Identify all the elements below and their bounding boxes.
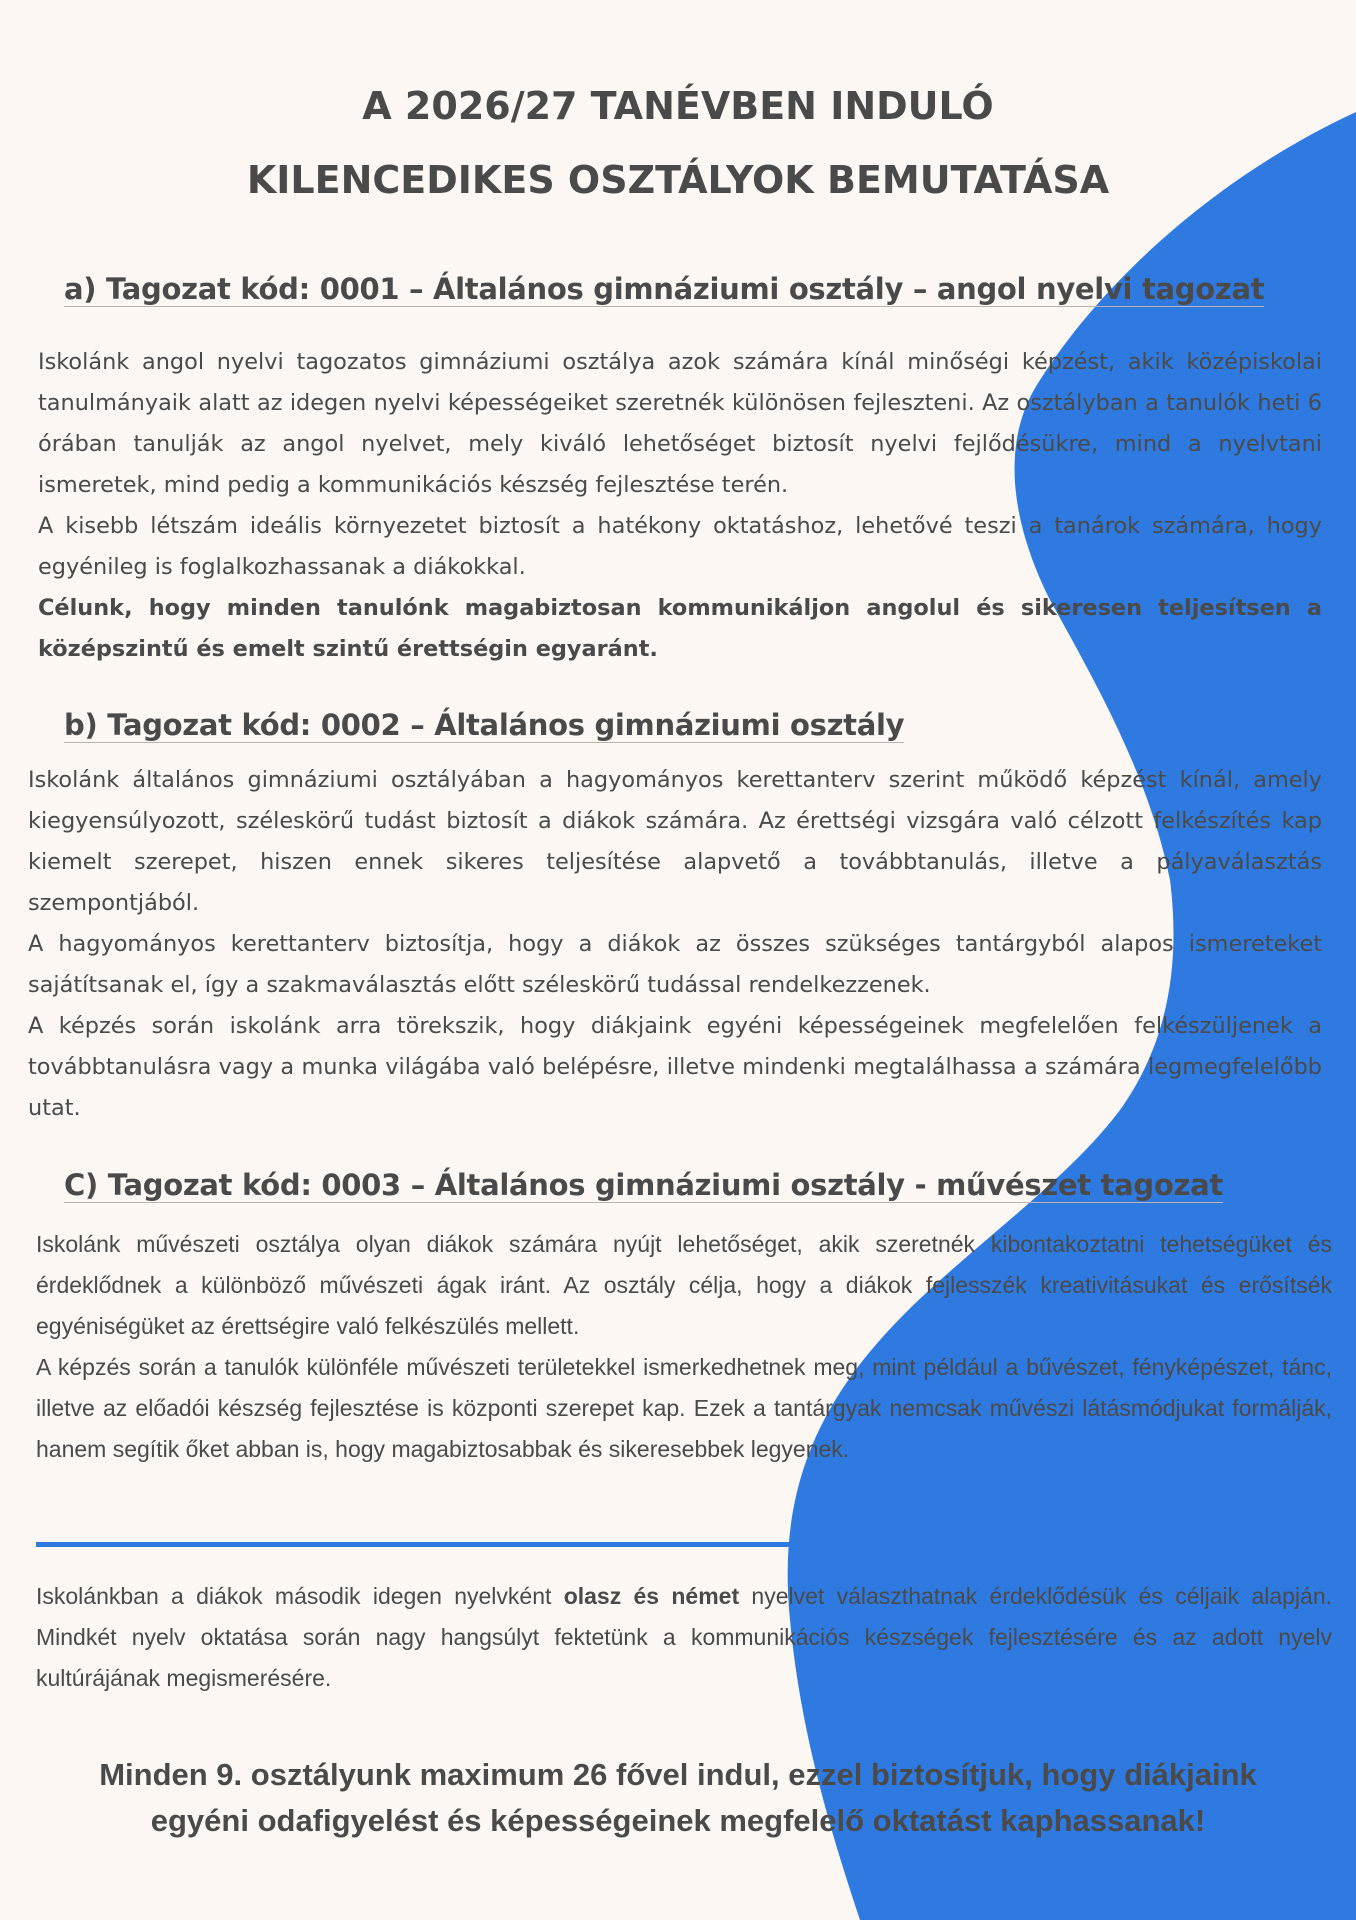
second-language-paragraph [36,1576,1332,1699]
section-b-paragraph: A képzés során iskolánk arra törekszik, hogy diákjaink egyéni képességeinek megfelelően felkészüljenek a továbbtanulásra vagy a munka világába való belépésre, illetve mindenki megtalálhassa a számára legmegfelelőbb utat. [28,1013,1322,1121]
section-a-paragraph: Iskolánk angol nyelvi tagozatos gimnáziumi osztálya azok számára kínál minőségi képzést, akik középiskolai tanulmányaik alatt az idegen nyelvi képességeiket szeretnék különösen fejleszteni. Az osztályban a tanulók heti 6 órában tanulják az angol nyelvet, mely kiváló lehetőséget biztosít nyelvi fejlődésükre, mind a nyelvtani ismeretek, mind pedig a kommunikációs készség fejlesztése terén. [38,349,1322,498]
second-language-note [36,1576,1332,1699]
section-b-paragraph: A hagyományos kerettanterv biztosítja, hogy a diákok az összes szükséges tantárgyból alapos ismereteket sajátítsanak el, így a szakmaválasztás előtt széleskörű tudással rendelkezzenek. [28,931,1322,998]
section-c-paragraph: A képzés során a tanulók különféle művészeti területekkel ismerkedhetnek meg, mint például a bűvészet, fényképészet, tánc, illetve az előadói készség fejlesztése is központi szerepet kap. Ezek a tantárgyak nemcsak művészi látásmódjukat formálják, hanem segítik őket abban is, hogy magabiztosabbak és sikeresebbek legyenek. [36,1354,1332,1462]
language-note-suffix: nyelvet választhatnak érdeklődésük és céljaik alapján. Mindkét nyelv oktatása során nagy hangsúlyt fektetünk a kommunikációs készségek fejlesztésére és az adott nyelv kultúrájának megismerésére. [36,1583,1333,1691]
section-a-heading: a) Tagozat kód: 0001 – Általános gimnáziumi osztály – angol nyelvi tagozat [64,272,1265,306]
language-note-bold: olasz és német [563,1583,740,1609]
language-note-prefix: Iskolánkban a diákok második idegen nyelvként [36,1583,564,1609]
section-b-body [28,760,1322,1129]
section-b-paragraph: Iskolánk általános gimnáziumi osztályában a hagyományos kerettanterv szerint működő képzést kínál, amely kiegyensúlyozott, széleskörű tudást biztosít a diákok számára. Az érettségi vizsgára való célzott felkészítés kap kiemelt szerepet, hiszen ennek sikeres teljesítése alapvető a továbbtanulás, illetve a pályaválasztás szempontjából. [28,767,1322,916]
page-title-line-2: KILENCEDIKES OSZTÁLYOK BEMUTATÁSA [246,158,1110,202]
section-c-heading: C) Tagozat kód: 0003 – Általános gimnáziumi osztály - művészet tagozat [64,1168,1223,1202]
section-c-paragraph: Iskolánk művészeti osztálya olyan diákok számára nyújt lehetőséget, akik szeretnék kibontakoztatni tehetségüket és érdeklődnek a különböző művészeti ágak iránt. Az osztály célja, hogy a diákok fejlesszék kreativitásukat és erősítsék egyéniségüket az érettségire való felkészülés mellett. [36,1231,1332,1339]
section-a-paragraph: A kisebb létszám ideális környezetet biztosít a hatékony oktatáshoz, lehetővé teszi a tanárok számára, hogy egyénileg is foglalkozhassanak a diákokkal. [38,513,1322,580]
closing-line-2: egyéni odafigyelést és képességeinek megfelelő oktatást kaphassanak! [150,1803,1206,1838]
closing-statement [0,1752,1356,1844]
section-c-body [36,1224,1332,1470]
section-a-goal: Célunk, hogy minden tanulónk magabiztosan kommunikáljon angolul és sikeresen teljesítsen a középszintű és emelt szintű érettségin egyaránt. [38,595,1322,662]
section-divider [36,1542,796,1547]
section-b-heading: b) Tagozat kód: 0002 – Általános gimnáziumi osztály [64,708,905,742]
section-a-body [38,342,1322,670]
page-title-line-1: A 2026/27 TANÉVBEN INDULÓ [362,84,994,128]
closing-line-1: Minden 9. osztályunk maximum 26 fővel indul, ezzel biztosítjuk, hogy diákjaink [99,1757,1257,1792]
